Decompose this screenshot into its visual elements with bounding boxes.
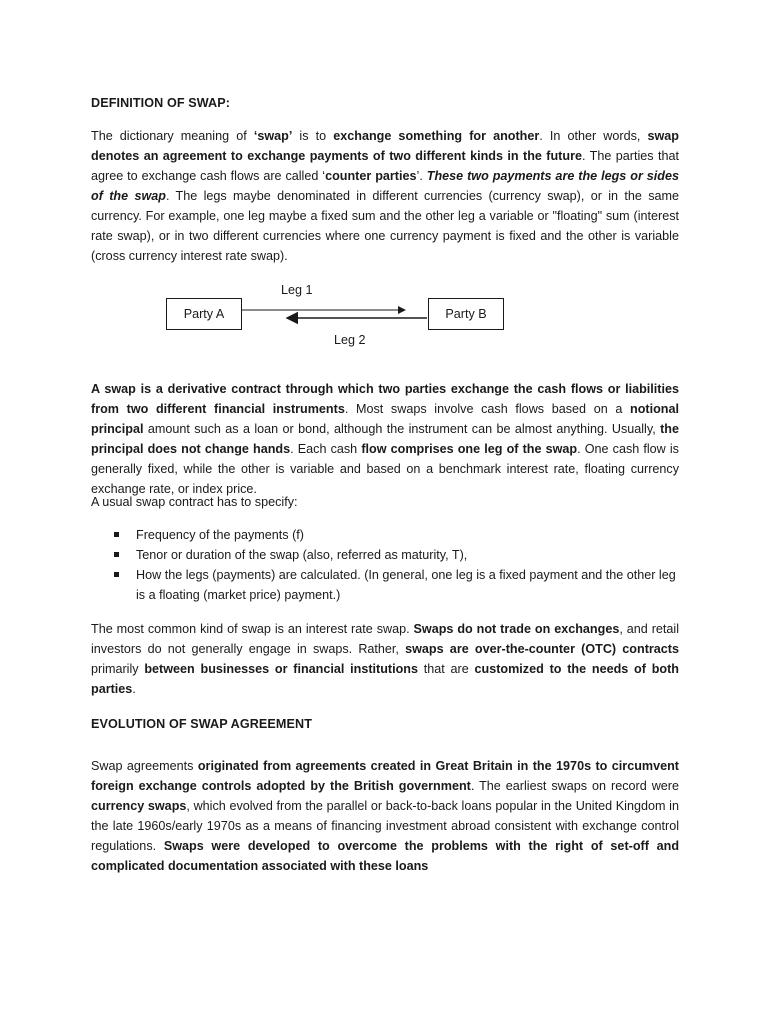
specification-list bbox=[91, 525, 679, 605]
bullet-marker bbox=[114, 552, 119, 557]
definition-paragraph: The dictionary meaning of ‘swap’ is to exchange something for another. In other words, swap denotes an agreement to exchange payments of two different kinds in the future. The parties that agree to exchange cash flows are called ‘counter parties’. These two payments are the legs or sides of the swap. The legs maybe denominated in different currencies (currency swap), or in the same currency. For example, one leg maybe a fixed sum and the other leg a variable or "floating" sum (interest rate swap), or in two different currencies where one currency payment is fixed and the other is variable (cross currency interest rate swap). bbox=[91, 129, 679, 263]
definition-heading: DEFINITION OF SWAP: bbox=[91, 96, 231, 110]
derivative-contract-paragraph: A swap is a derivative contract through which two parties exchange the cash flows or liabilities from two different financial instruments. Most swaps involve cash flows based on a notional principal amount such as a loan or bond, although the instrument can be almost anything. Usually, the principal does not change hands. Each cash flow comprises one leg of the swap. One cash flow is generally fixed, while the other is variable and based on a benchmark interest rate, floating currency exchange rate, or index price. bbox=[91, 382, 679, 496]
list-item: Frequency of the payments (f) bbox=[91, 525, 679, 545]
evolution-paragraph: Swap agreements originated from agreements created in Great Britain in the 1970s to circumvent foreign exchange controls adopted by the British government. The earliest swaps on record were currency swaps, which evolved from the parallel or back-to-back loans popular in the United Kingdom in the late 1960s/early 1970s as a means of financing investment abroad consistent with exchange control regulations. Swaps were developed to overcome the problems with the right of set-off and complicated documentation associated with these loans bbox=[91, 759, 680, 873]
bullet-marker bbox=[114, 572, 119, 577]
bullet-marker bbox=[114, 532, 119, 537]
interest-rate-swap-paragraph: The most common kind of swap is an interest rate swap. Swaps do not trade on exchanges, and retail investors do not generally engage in swaps. Rather, swaps are over-the-counter (OTC) contracts primarily between businesses or financial institutions that are customized to the needs of both parties. bbox=[91, 622, 680, 696]
evolution-heading: EVOLUTION OF SWAP AGREEMENT bbox=[91, 717, 313, 731]
party-a-box: Party A bbox=[166, 298, 242, 330]
party-b-box: Party B bbox=[428, 298, 504, 330]
leg-2-label: Leg 2 bbox=[334, 333, 366, 347]
leg-1-label: Leg 1 bbox=[281, 283, 313, 297]
specify-intro-text: A usual swap contract has to specify: bbox=[91, 495, 298, 509]
list-item: Tenor or duration of the swap (also, referred as maturity, T), bbox=[91, 545, 679, 565]
list-item: How the legs (payments) are calculated. (In general, one leg is a fixed payment and the other leg is a floating (market price) payment.) bbox=[91, 565, 679, 605]
